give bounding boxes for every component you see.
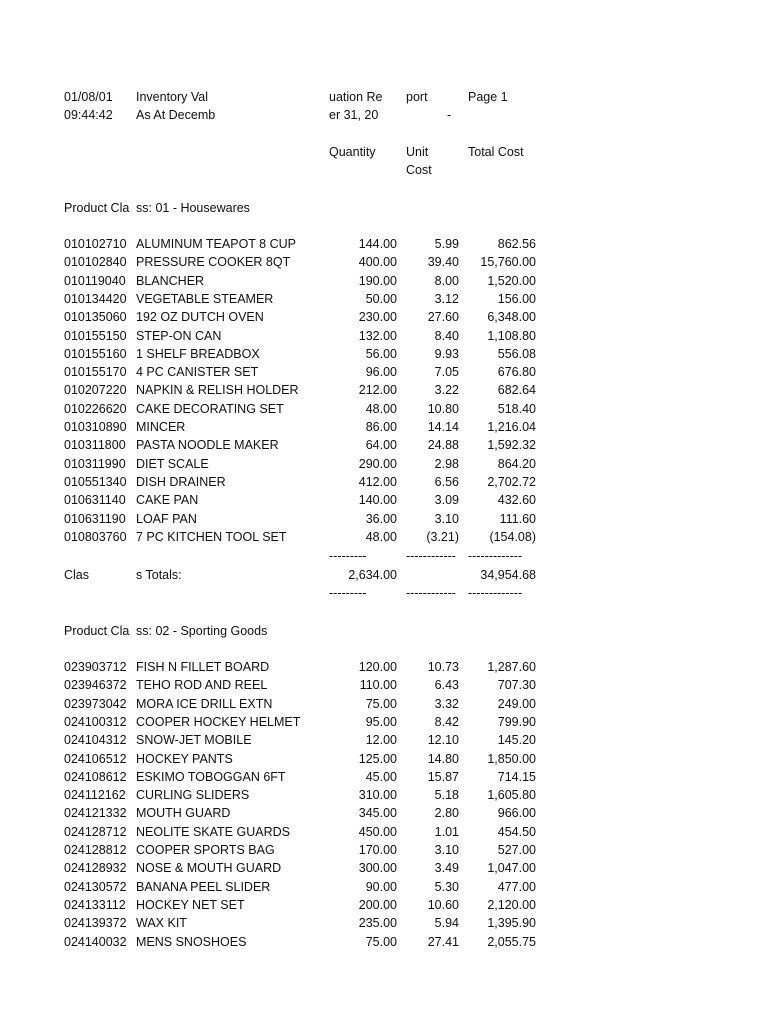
item-total-cost: 1,520.00 bbox=[487, 274, 536, 288]
item-unit-cost: 3.10 bbox=[434, 512, 459, 526]
item-quantity: 120.00 bbox=[358, 660, 397, 674]
item-quantity: 48.00 bbox=[365, 402, 397, 416]
item-code: 010551340 bbox=[64, 475, 127, 489]
item-description: LOAF PAN bbox=[136, 512, 197, 526]
item-description: 4 PC CANISTER SET bbox=[136, 365, 259, 379]
report-time: 09:44:42 bbox=[64, 108, 113, 122]
item-total-cost: 682.64 bbox=[497, 383, 536, 397]
item-description: HOCKEY NET SET bbox=[136, 898, 245, 912]
column-header-unit-cost-line2: Cost bbox=[406, 163, 432, 177]
item-quantity: 200.00 bbox=[358, 898, 397, 912]
item-total-cost: 2,055.75 bbox=[487, 935, 536, 949]
as-at-part3: - bbox=[447, 108, 452, 122]
item-total-cost: 864.20 bbox=[497, 457, 536, 471]
item-code: 024128712 bbox=[64, 825, 127, 839]
item-unit-cost: 8.00 bbox=[434, 274, 459, 288]
class-totals-label-part2: s Totals: bbox=[136, 568, 182, 582]
separator-quantity: --------- bbox=[329, 586, 367, 600]
item-quantity: 64.00 bbox=[365, 438, 397, 452]
item-unit-cost: 5.30 bbox=[434, 880, 459, 894]
separator-total-cost: ------------- bbox=[468, 549, 523, 563]
item-description: FISH N FILLET BOARD bbox=[136, 660, 270, 674]
item-unit-cost: 3.09 bbox=[434, 493, 459, 507]
report-title-part1: Inventory Val bbox=[136, 90, 209, 104]
item-unit-cost: 5.18 bbox=[434, 788, 459, 802]
item-unit-cost: 15.87 bbox=[427, 770, 459, 784]
item-code: 024140032 bbox=[64, 935, 127, 949]
item-code: 024121332 bbox=[64, 806, 127, 820]
item-quantity: 132.00 bbox=[358, 329, 397, 343]
separator-quantity: --------- bbox=[329, 549, 367, 563]
item-quantity: 300.00 bbox=[358, 861, 397, 875]
item-code: 010311990 bbox=[64, 457, 126, 471]
item-code: 010226620 bbox=[64, 402, 127, 416]
item-code: 010803760 bbox=[64, 530, 127, 544]
item-description: SNOW-JET MOBILE bbox=[136, 733, 252, 747]
item-description: HOCKEY PANTS bbox=[136, 752, 233, 766]
item-description: MINCER bbox=[136, 420, 186, 434]
item-description: CURLING SLIDERS bbox=[136, 788, 250, 802]
item-description: NEOLITE SKATE GUARDS bbox=[136, 825, 290, 839]
column-header-total-cost: Total Cost bbox=[468, 145, 524, 159]
item-quantity: 95.00 bbox=[365, 715, 397, 729]
item-description: DISH DRAINER bbox=[136, 475, 226, 489]
item-quantity: 310.00 bbox=[358, 788, 397, 802]
item-total-cost: 1,047.00 bbox=[487, 861, 536, 875]
item-total-cost: 1,216.04 bbox=[487, 420, 536, 434]
item-description: STEP-ON CAN bbox=[136, 329, 222, 343]
item-quantity: 400.00 bbox=[358, 255, 397, 269]
item-total-cost: 1,287.60 bbox=[487, 660, 536, 674]
item-unit-cost: 1.01 bbox=[434, 825, 459, 839]
section-label-part1: Product Cla bbox=[64, 624, 130, 638]
item-code: 024112162 bbox=[64, 788, 126, 802]
item-total-cost: 862.56 bbox=[497, 237, 536, 251]
item-unit-cost: 10.60 bbox=[427, 898, 459, 912]
item-code: 024139372 bbox=[64, 916, 127, 930]
item-unit-cost: 24.88 bbox=[427, 438, 459, 452]
item-unit-cost: 14.80 bbox=[427, 752, 459, 766]
item-description: 1 SHELF BREADBOX bbox=[136, 347, 260, 361]
item-quantity: 12.00 bbox=[365, 733, 397, 747]
item-description: MOUTH GUARD bbox=[136, 806, 231, 820]
item-code: 010631140 bbox=[64, 493, 126, 507]
item-total-cost: (154.08) bbox=[489, 530, 536, 544]
item-quantity: 290.00 bbox=[358, 457, 397, 471]
item-unit-cost: 2.98 bbox=[434, 457, 459, 471]
item-total-cost: 111.60 bbox=[499, 512, 536, 526]
item-total-cost: 2,702.72 bbox=[487, 475, 536, 489]
item-total-cost: 477.00 bbox=[497, 880, 536, 894]
item-unit-cost: 3.10 bbox=[434, 843, 459, 857]
item-quantity: 45.00 bbox=[365, 770, 397, 784]
item-unit-cost: 5.99 bbox=[434, 237, 459, 251]
item-description: NOSE & MOUTH GUARD bbox=[136, 861, 282, 875]
item-unit-cost: 3.32 bbox=[434, 697, 459, 711]
class-totals-label-part1: Clas bbox=[64, 568, 90, 582]
item-total-cost: 518.40 bbox=[497, 402, 536, 416]
report-title-part3: port bbox=[406, 90, 428, 104]
item-total-cost: 6,348.00 bbox=[487, 310, 536, 324]
item-code: 010310890 bbox=[64, 420, 127, 434]
item-description: COOPER SPORTS BAG bbox=[136, 843, 275, 857]
item-quantity: 235.00 bbox=[358, 916, 397, 930]
item-description: CAKE PAN bbox=[136, 493, 199, 507]
as-at-part1: As At Decemb bbox=[136, 108, 216, 122]
item-description: MENS SNOSHOES bbox=[136, 935, 247, 949]
item-unit-cost: 27.60 bbox=[427, 310, 459, 324]
item-description: PASTA NOODLE MAKER bbox=[136, 438, 279, 452]
item-code: 010155160 bbox=[64, 347, 127, 361]
item-description: PRESSURE COOKER 8QT bbox=[136, 255, 291, 269]
section-label-part2: ss: 01 - Housewares bbox=[136, 201, 250, 215]
item-unit-cost: 12.10 bbox=[427, 733, 459, 747]
item-total-cost: 527.00 bbox=[497, 843, 536, 857]
class-totals-total-cost: 34,954.68 bbox=[480, 568, 536, 582]
item-quantity: 450.00 bbox=[358, 825, 397, 839]
item-code: 010155170 bbox=[64, 365, 127, 379]
item-description: WAX KIT bbox=[136, 916, 187, 930]
item-code: 023903712 bbox=[64, 660, 127, 674]
item-quantity: 190.00 bbox=[358, 274, 397, 288]
item-quantity: 48.00 bbox=[365, 530, 397, 544]
item-unit-cost: 2.80 bbox=[434, 806, 459, 820]
item-code: 024128812 bbox=[64, 843, 127, 857]
item-description: COOPER HOCKEY HELMET bbox=[136, 715, 301, 729]
item-code: 024106512 bbox=[64, 752, 127, 766]
item-quantity: 345.00 bbox=[358, 806, 397, 820]
item-unit-cost: 5.94 bbox=[434, 916, 459, 930]
item-unit-cost: (3.21) bbox=[426, 530, 459, 544]
item-description: TEHO ROD AND REEL bbox=[136, 678, 268, 692]
item-quantity: 75.00 bbox=[365, 697, 397, 711]
item-unit-cost: 10.73 bbox=[427, 660, 459, 674]
item-code: 024108612 bbox=[64, 770, 127, 784]
item-description: 7 PC KITCHEN TOOL SET bbox=[136, 530, 287, 544]
item-quantity: 230.00 bbox=[358, 310, 397, 324]
item-unit-cost: 39.40 bbox=[427, 255, 459, 269]
as-at-part2: er 31, 20 bbox=[329, 108, 379, 122]
item-total-cost: 1,605.80 bbox=[487, 788, 536, 802]
item-code: 010119040 bbox=[64, 274, 126, 288]
item-total-cost: 2,120.00 bbox=[487, 898, 536, 912]
item-code: 010155150 bbox=[64, 329, 127, 343]
item-unit-cost: 9.93 bbox=[434, 347, 459, 361]
item-total-cost: 145.20 bbox=[497, 733, 536, 747]
item-description: ALUMINUM TEAPOT 8 CUP bbox=[136, 237, 296, 251]
item-code: 024100312 bbox=[64, 715, 127, 729]
item-code: 010311800 bbox=[64, 438, 126, 452]
separator-total-cost: ------------- bbox=[468, 586, 523, 600]
item-code: 010135060 bbox=[64, 310, 127, 324]
item-total-cost: 799.90 bbox=[497, 715, 536, 729]
item-total-cost: 15,760.00 bbox=[480, 255, 536, 269]
item-quantity: 125.00 bbox=[358, 752, 397, 766]
item-total-cost: 156.00 bbox=[497, 292, 536, 306]
item-total-cost: 707.30 bbox=[497, 678, 536, 692]
item-code: 010134420 bbox=[64, 292, 127, 306]
item-quantity: 144.00 bbox=[358, 237, 397, 251]
item-unit-cost: 3.12 bbox=[434, 292, 459, 306]
item-code: 024133112 bbox=[64, 898, 126, 912]
item-unit-cost: 10.80 bbox=[427, 402, 459, 416]
item-unit-cost: 6.56 bbox=[434, 475, 459, 489]
item-description: BLANCHER bbox=[136, 274, 205, 288]
item-code: 010102840 bbox=[64, 255, 127, 269]
item-code: 024130572 bbox=[64, 880, 127, 894]
item-total-cost: 676.80 bbox=[497, 365, 536, 379]
item-total-cost: 714.15 bbox=[497, 770, 536, 784]
item-total-cost: 454.50 bbox=[497, 825, 536, 839]
page-number: Page 1 bbox=[468, 90, 508, 104]
item-quantity: 96.00 bbox=[365, 365, 397, 379]
item-unit-cost: 3.49 bbox=[434, 861, 459, 875]
item-description: 192 OZ DUTCH OVEN bbox=[136, 310, 264, 324]
item-total-cost: 1,108.80 bbox=[487, 329, 536, 343]
item-code: 023973042 bbox=[64, 697, 127, 711]
item-code: 010631190 bbox=[64, 512, 126, 526]
column-header-quantity: Quantity bbox=[329, 145, 376, 159]
item-code: 024104312 bbox=[64, 733, 127, 747]
item-description: NAPKIN & RELISH HOLDER bbox=[136, 383, 299, 397]
item-quantity: 56.00 bbox=[365, 347, 397, 361]
item-quantity: 412.00 bbox=[358, 475, 397, 489]
item-code: 024128932 bbox=[64, 861, 127, 875]
item-total-cost: 249.00 bbox=[497, 697, 536, 711]
item-total-cost: 1,850.00 bbox=[487, 752, 536, 766]
item-unit-cost: 8.42 bbox=[434, 715, 459, 729]
item-total-cost: 966.00 bbox=[497, 806, 536, 820]
item-total-cost: 1,395.90 bbox=[487, 916, 536, 930]
item-quantity: 110.00 bbox=[359, 678, 397, 692]
item-unit-cost: 14.14 bbox=[427, 420, 459, 434]
item-code: 010102710 bbox=[64, 237, 127, 251]
item-total-cost: 556.08 bbox=[497, 347, 536, 361]
item-quantity: 170.00 bbox=[358, 843, 397, 857]
item-quantity: 50.00 bbox=[365, 292, 397, 306]
item-code: 023946372 bbox=[64, 678, 127, 692]
item-quantity: 86.00 bbox=[365, 420, 397, 434]
item-description: CAKE DECORATING SET bbox=[136, 402, 284, 416]
item-quantity: 90.00 bbox=[365, 880, 397, 894]
item-unit-cost: 27.41 bbox=[427, 935, 459, 949]
item-unit-cost: 3.22 bbox=[434, 383, 459, 397]
section-label-part1: Product Cla bbox=[64, 201, 130, 215]
item-quantity: 212.00 bbox=[358, 383, 397, 397]
report-date: 01/08/01 bbox=[64, 90, 113, 104]
item-description: DIET SCALE bbox=[136, 457, 209, 471]
item-quantity: 140.00 bbox=[358, 493, 397, 507]
class-totals-quantity: 2,634.00 bbox=[348, 568, 397, 582]
item-description: ESKIMO TOBOGGAN 6FT bbox=[136, 770, 286, 784]
item-quantity: 75.00 bbox=[365, 935, 397, 949]
separator-unit-cost: ------------ bbox=[406, 549, 456, 563]
item-description: MORA ICE DRILL EXTN bbox=[136, 697, 273, 711]
item-code: 010207220 bbox=[64, 383, 127, 397]
report-title-part2: uation Re bbox=[329, 90, 383, 104]
item-unit-cost: 8.40 bbox=[434, 329, 459, 343]
item-description: BANANA PEEL SLIDER bbox=[136, 880, 271, 894]
section-label-part2: ss: 02 - Sporting Goods bbox=[136, 624, 268, 638]
item-unit-cost: 7.05 bbox=[434, 365, 459, 379]
separator-unit-cost: ------------ bbox=[406, 586, 456, 600]
column-header-unit-cost-line1: Unit bbox=[406, 145, 429, 159]
item-total-cost: 432.60 bbox=[497, 493, 536, 507]
item-quantity: 36.00 bbox=[365, 512, 397, 526]
item-description: VEGETABLE STEAMER bbox=[136, 292, 274, 306]
item-unit-cost: 6.43 bbox=[434, 678, 459, 692]
item-total-cost: 1,592.32 bbox=[487, 438, 536, 452]
